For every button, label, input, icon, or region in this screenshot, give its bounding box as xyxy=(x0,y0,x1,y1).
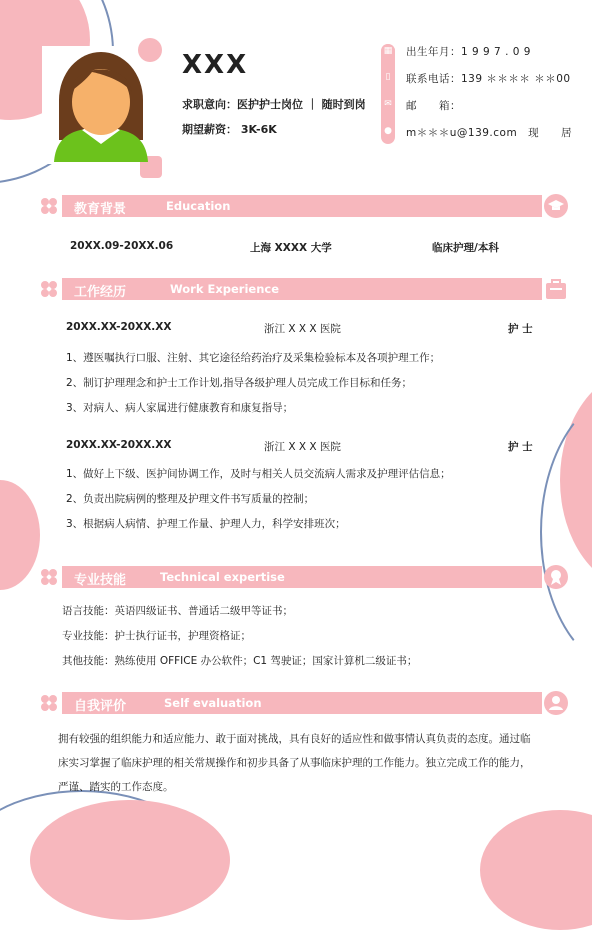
education-major: 临床护理/本科 xyxy=(432,242,499,254)
skill-item: 专业技能：护士执行证书，护理资格证； xyxy=(62,630,251,642)
work-1-org: 浙江 X X X 医院 xyxy=(264,323,341,335)
phone-number: 联系电话：139 ＊＊＊＊ ＊＊00 xyxy=(406,73,571,85)
skill-item: 语言技能：英语四级证书、普通话二级甲等证书； xyxy=(62,605,293,617)
candidate-name: XXX xyxy=(182,50,249,80)
work-2-item: 1、做好上下级、医护间协调工作，及时与相关人员交流病人需求及护理评估信息； xyxy=(66,468,451,480)
decor-arc-right xyxy=(540,390,592,674)
work-2-item: 2、负责出院病例的整理及护理文件书写质量的控制； xyxy=(66,493,315,505)
section-subtitle-work: Work Experience xyxy=(170,282,280,296)
section-bar-skills xyxy=(62,566,542,588)
decor-circle-bottom-left xyxy=(30,800,230,920)
work-2-item: 3、根据病人病情、护理工作量、护理人力，科学安排班次； xyxy=(66,518,346,530)
email-value: m＊＊＊u@139.com 现 居 xyxy=(406,127,573,139)
skill-item: 其他技能：熟练使用 OFFICE 办公软件；C1 驾驶证；国家计算机二级证书； xyxy=(62,655,418,667)
location-icon: ● xyxy=(381,124,395,138)
section-subtitle-education: Education xyxy=(166,199,231,213)
work-1-item: 3、对病人、病人家属进行健康教育和康复指导； xyxy=(66,402,294,414)
person-icon xyxy=(544,691,568,715)
education-date: 20XX.09-20XX.06 xyxy=(70,240,174,252)
section-subtitle-skills: Technical expertise xyxy=(160,570,285,584)
section-bar-education xyxy=(62,195,542,217)
section-subtitle-self: Self evaluation xyxy=(164,696,262,710)
flower-icon xyxy=(40,280,58,298)
decor-circle-bottom-right xyxy=(480,810,592,930)
work-2-org: 浙江 X X X 医院 xyxy=(264,441,341,453)
section-title-education: 教育背景 xyxy=(74,202,127,217)
section-title-skills: 专业技能 xyxy=(74,573,127,588)
work-1-item: 1、遵医嘱执行口服、注射、其它途径给药治疗及采集检验标本及各项护理工作； xyxy=(66,352,441,364)
work-2-date: 20XX.XX-20XX.XX xyxy=(66,439,172,451)
decor-circle-left xyxy=(0,480,40,590)
email-label: 邮 箱： xyxy=(406,100,461,112)
education-school: 上海 XXXX 大学 xyxy=(250,242,332,254)
expected-salary: 期望薪资： 3K-6K xyxy=(182,123,277,136)
mail-icon: ✉ xyxy=(381,97,395,111)
section-title-work: 工作经历 xyxy=(74,285,127,300)
work-1-date: 20XX.XX-20XX.XX xyxy=(66,321,172,333)
section-bar-work xyxy=(62,278,542,300)
flower-icon xyxy=(40,694,58,712)
work-2-role: 护 士 xyxy=(508,441,533,453)
section-bar-self xyxy=(62,692,542,714)
calendar-icon: ▦ xyxy=(381,44,395,58)
work-1-item: 2、制订护理理念和护士工作计划,指导各级护理人员完成工作目标和任务； xyxy=(66,377,413,389)
self-evaluation-text: 拥有较强的组织能力和适应能力、敢于面对挑战，具有良好的适应性和做事情认真负责的态度。通过临床实习掌握了临床护理的相关常规操作和初步具备了从事临床护理的工作能力。独立完成工作的能力，严谨、踏实的工作态度。 xyxy=(58,733,531,793)
flower-icon xyxy=(40,197,58,215)
briefcase-icon xyxy=(544,277,568,301)
birth-date: 出生年月：1 9 9 7 . 0 9 xyxy=(406,46,531,58)
avatar xyxy=(52,44,150,162)
job-intent: 求职意向：医护护士岗位 ｜ 随时到岗 xyxy=(182,98,366,111)
flower-icon xyxy=(40,568,58,586)
graduation-cap-icon xyxy=(544,194,568,218)
section-title-self: 自我评价 xyxy=(74,699,127,714)
work-1-role: 护 士 xyxy=(508,323,533,335)
award-ribbon-icon xyxy=(544,565,568,589)
phone-icon: ▯ xyxy=(381,70,395,84)
